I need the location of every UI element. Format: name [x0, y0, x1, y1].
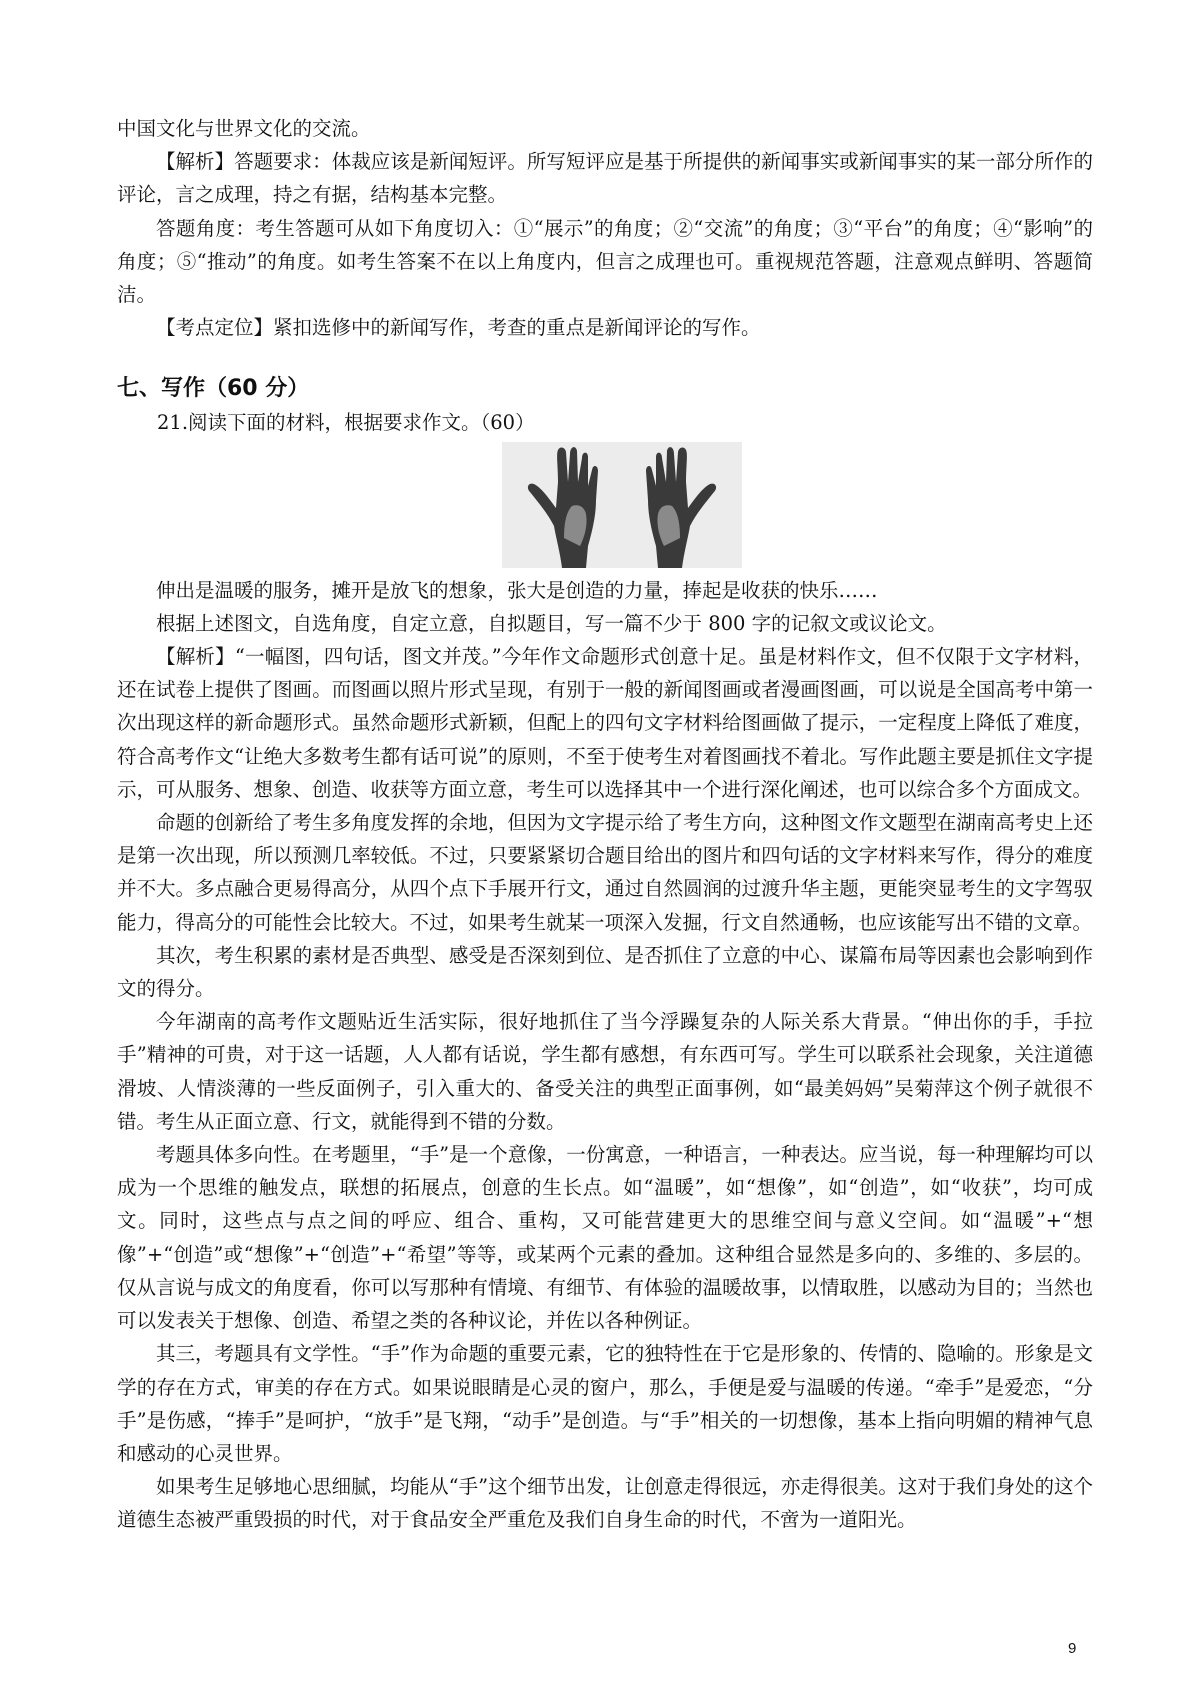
- paragraph: 【考点定位】紧扣选修中的新闻写作，考查的重点是新闻评论的写作。: [156, 316, 761, 340]
- open-hands-icon: [502, 442, 742, 568]
- document-page: [117, 112, 1093, 1537]
- paragraph: 答题角度：考生答题可从如下角度切入：①“展示”的角度；②“交流”的角度；③“平台”的角度；④“影响”的角度；⑤“推动”的角度。如考生答案不在以上角度内，但言之成理也可。重视规范答题，注意观点鲜明、答题简洁。: [117, 216, 1093, 307]
- paragraph: 伸出是温暖的服务，摊开是放飞的想象，张大是创造的力量，捧起是收获的快乐……: [156, 578, 878, 602]
- paragraph: 其三，考题具有文学性。“手”作为命题的重要元素，它的独特性在于它是形象的、传情的、隐喻的。形象是文学的存在方式，审美的存在方式。如果说眼睛是心灵的窗户，那么，手便是爱与温暖的传递。“牵手”是爱恋，“分手”是伤感，“捧手”是呵护，“放手”是飞翔，“动手”是创造。与“手”相关的一切想像，基本上指向明媚的精神气息和感动的心灵世界。: [117, 1342, 1093, 1465]
- paragraph: 中国文化与世界文化的交流。: [117, 117, 371, 140]
- paragraph: 命题的创新给了考生多角度发挥的余地，但因为文字提示给了考生方向，这种图文作文题型在湖南高考史上还是第一次出现，所以预测几率较低。不过，只要紧紧切合题目给出的图片和四句话的文字材料来写作，得分的难度并不大。多点融合更易得高分，从四个点下手展开行文，通过自然圆润的过渡升华主题，更能突显考生的文字驾驭能力，得高分的可能性会比较大。不过，如果考生就某一项深入发掘，行文自然通畅，也应该能写出不错的文章。: [117, 811, 1093, 934]
- page-number: 9: [1068, 1640, 1077, 1657]
- section-heading: 七、写作（60 分）: [117, 376, 310, 402]
- paragraph: 如果考生足够地心思细腻，均能从“手”这个细节出发，让创意走得很远，亦走得很美。这对于我们身处的这个道德生态被严重毁损的时代，对于食品安全严重危及我们自身生命的时代，不啻为一道阳光。: [117, 1475, 1093, 1532]
- hands-photo: [502, 442, 742, 568]
- paragraph: 【解析】“一幅图，四句话，图文并茂。”今年作文命题形式创意十足。虽是材料作文，但不仅限于文字材料，还在试卷上提供了图画。而图画以照片形式呈现，有别于一般的新闻图画或者漫画图画，可以说是全国高考中第一次出现这样的新命题形式。虽然命题形式新颖，但配上的四句文字材料给图画做了提示，一定程度上降低了难度，符合高考作文“让绝大多数考生都有话可说”的原则，不至于使考生对着图画找不着北。写作此题主要是抓住文字提示，可从服务、想象、创造、收获等方面立意，考生可以选择其中一个进行深化阐述，也可以综合多个方面成文。: [117, 645, 1093, 801]
- paragraph: 今年湖南的高考作文题贴近生活实际，很好地抓住了当今浮躁复杂的人际关系大背景。“伸出你的手，手拉手”精神的可贵，对于这一话题，人人都有话说，学生都有感想，有东西可写。学生可以联系社会现象，关注道德滑坡、人情淡薄的一些反面例子，引入重大的、备受关注的典型正面事例，如“最美妈妈”吴菊萍这个例子就很不错。考生从正面立意、行文，就能得到不错的分数。: [117, 1010, 1093, 1133]
- paragraph: 【解析】答题要求：体裁应该是新闻短评。所写短评应是基于所提供的新闻事实或新闻事实的某一部分所作的评论，言之成理，持之有据，结构基本完整。: [117, 150, 1093, 207]
- paragraph: 其次，考生积累的素材是否典型、感受是否深刻到位、是否抓住了立意的中心、谋篇布局等因素也会影响到作文的得分。: [117, 943, 1093, 1001]
- paragraph: 考题具体多向性。在考题里，“手”是一个意像，一份寓意，一种语言，一种表达。应当说，每一种理解均可以成为一个思维的触发点，联想的拓展点，创意的生长点。如“温暖”，如“想像”，如“创造”，如“收获”，均可成文。同时，这些点与点之间的呼应、组合、重构，又可能营建更大的思维空间与意义空间。如“温暖”+“想像”+“创造”或“想像”+“创造”+“希望”等等，或某两个元素的叠加。这种组合显然是多向的、多维的、多层的。仅从言说与成文的角度看，你可以写那种有情境、有细节、有体验的温暖故事，以情取胜，以感动为目的；当然也可以发表关于想像、创造、希望之类的各种议论，并佐以各种例证。: [117, 1143, 1093, 1333]
- question-prompt: 21.阅读下面的材料，根据要求作文。（60）: [157, 411, 535, 435]
- paragraph: 根据上述图文，自选角度，自定立意，自拟题目，写一篇不少于 800 字的记叙文或议论文。: [156, 611, 947, 635]
